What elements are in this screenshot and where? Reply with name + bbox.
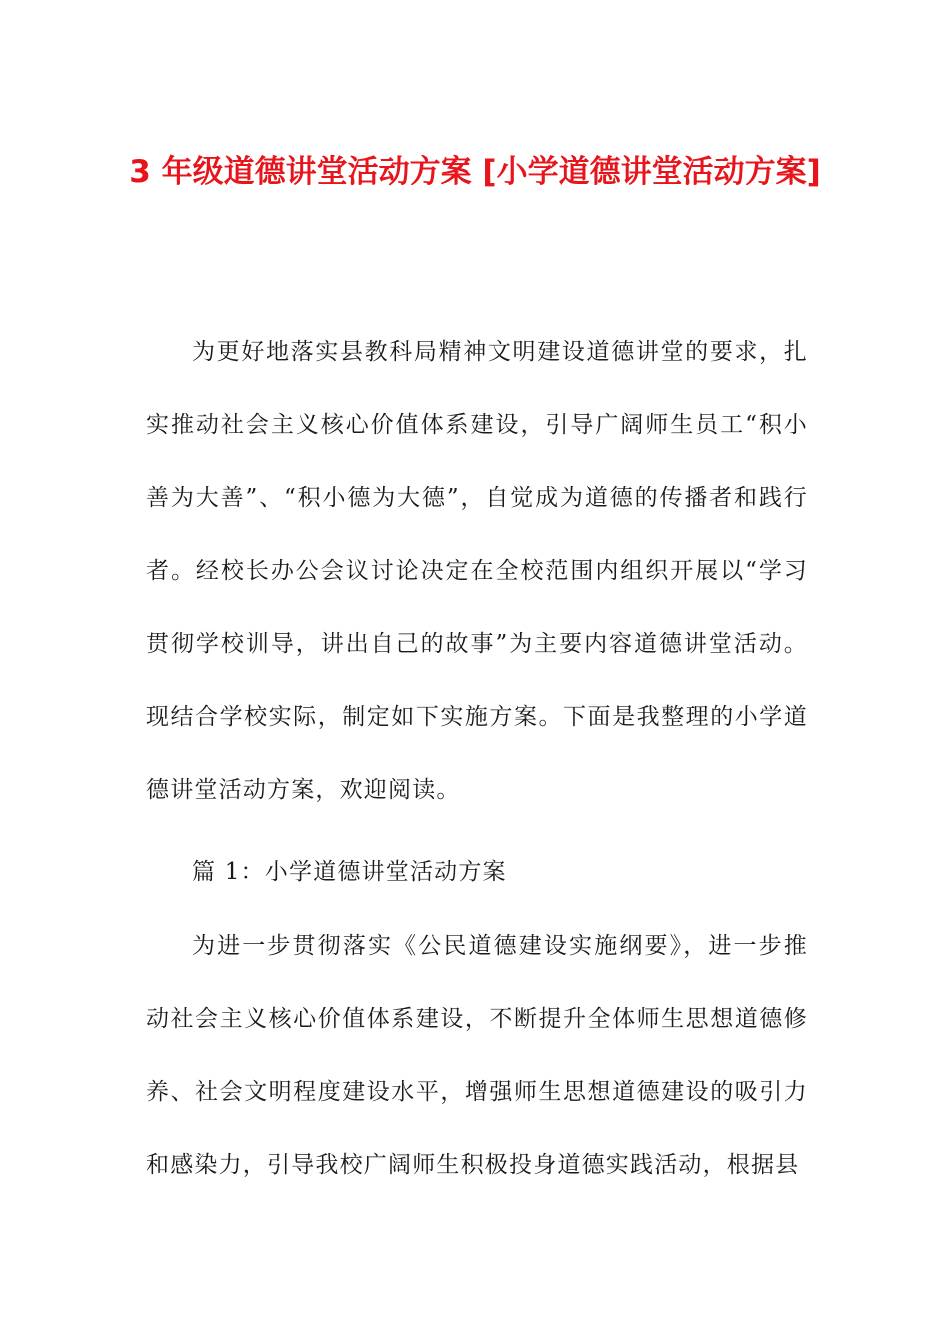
intro-paragraph: 为更好地落实县教科局精神文明建设道德讲堂的要求，扎实推动社会主义核心价值体系建设，引导广阔师生员工“积小善为大善”、“积小德为大德”，自觉成为道德的传播者和践行者。经校长办公会议讨论决定在全校范围内组织开展以“学习贯彻学校训导，讲出自己的故事”为主要内容道德讲堂活动。现结合学校实际，制定如下实施方案。下面是我整理的小学道德讲堂活动方案，欢迎阅读。 [146,339,808,803]
section-paragraph: 为进一步贯彻落实《公民道德建设实施纲要》，进一步推动社会主义核心价值体系建设，不断提升全体师生思想道德修养、社会文明程度建设水平，增强师生思想道德建设的吸引力和感染力，引导我校广阔师生积极投身道德实践活动，根据县 [146,933,808,1178]
document-title: 3 年级道德讲堂活动方案 [小学道德讲堂活动方案] [129,154,821,190]
section-heading: 篇 1：小学道德讲堂活动方案 [192,859,507,885]
